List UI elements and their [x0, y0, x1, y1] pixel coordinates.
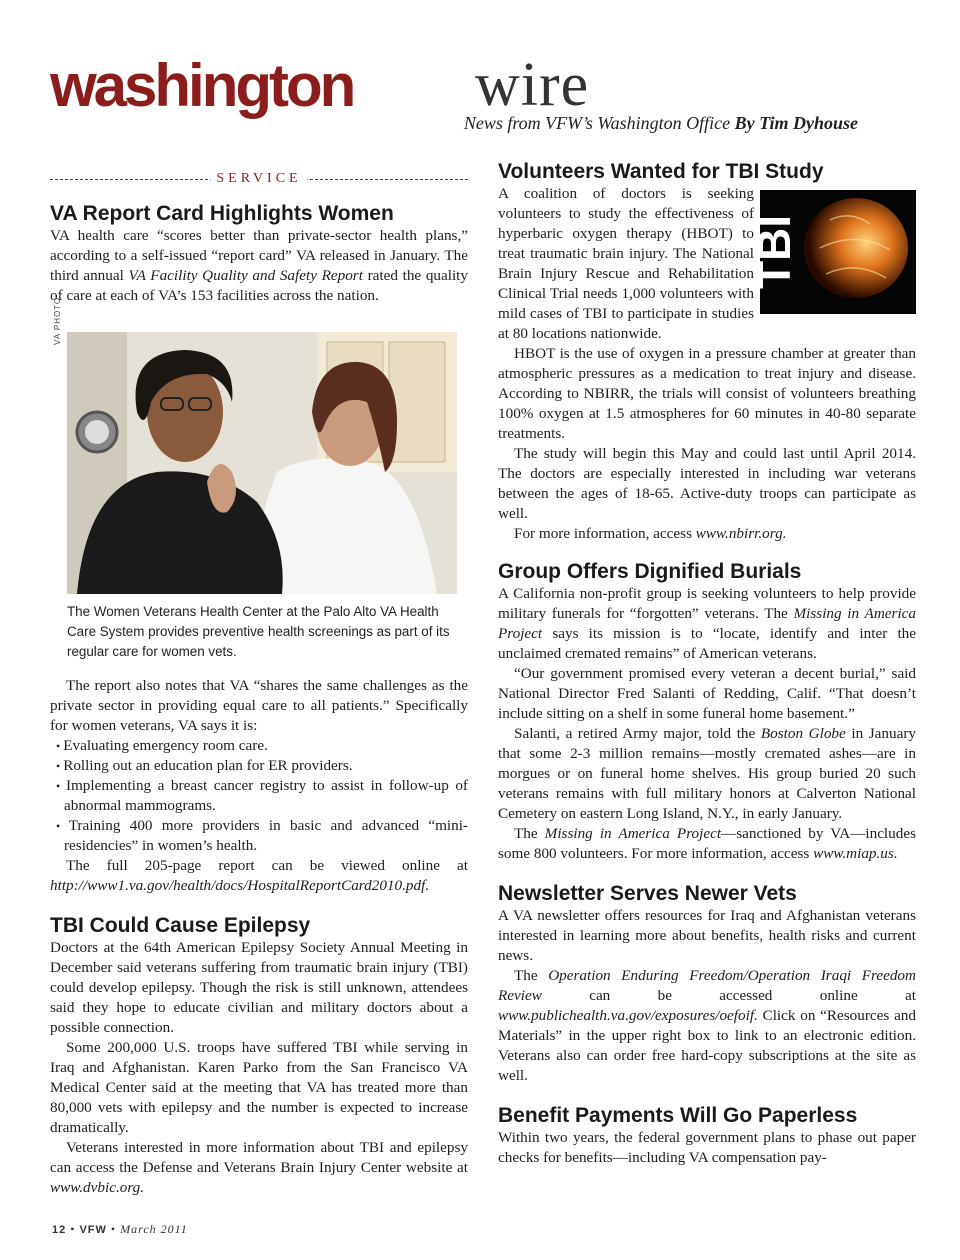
article-paragraph — [498, 966, 916, 1086]
list-item: • Implementing a breast cancer registry to assist in follow-up of abnormal mammograms. — [54, 776, 468, 816]
article-paragraph: The study will begin this May and could last until April 2014. The doctors are especially interested in including war veterans between the ages of 18-65. Active-duty troops can participate as well. — [498, 445, 916, 522]
publichealth-url-link[interactable]: www.publichealth.va.gov/exposures/oefoif. — [498, 1007, 758, 1024]
photo-illustration — [67, 332, 457, 594]
article-paragraph — [50, 1138, 468, 1198]
footer-separator: • — [110, 1222, 117, 1236]
text-run: can be accessed online at — [541, 987, 916, 1004]
page-footer — [52, 1222, 188, 1237]
tbi-image-label: TBI — [748, 214, 800, 290]
text-run: rated the quality of care at each of VA’s 153 facilities across the nation. — [50, 267, 468, 304]
section-label: SERVICE — [210, 168, 307, 190]
photo-caption: The Women Veterans Health Center at the Palo Alto VA Health Care System provides preventive health screenings as part of its regular care for women vets. — [67, 604, 450, 659]
byline: By Tim Dyhouse — [734, 113, 858, 133]
left-column — [50, 160, 468, 1198]
masthead-title-wire: wire — [475, 51, 590, 119]
article-paragraph — [498, 724, 916, 824]
article-headline-tbi-epilepsy: TBI Could Cause Epilepsy — [50, 914, 311, 937]
masthead — [50, 51, 870, 119]
text-run: The — [514, 967, 549, 984]
article-paragraph — [498, 524, 916, 544]
article-headline-newsletter: Newsletter Serves Newer Vets — [498, 882, 797, 905]
text-run: Click on “Resources and Materials” in the upper right box to link to an electronic edition. Veterans also can order free hard-copy subscriptions at the site as well. — [498, 1007, 916, 1084]
miap-url-link[interactable]: www.miap.us. — [813, 845, 898, 862]
text-run: A California non-profit group is seeking volunteers to help provide military funerals for “forgotten” veterans. The — [498, 585, 916, 622]
photo-women-veterans-exam — [67, 332, 457, 594]
list-item: • Evaluating emergency room care. — [54, 736, 468, 756]
article-headline-tbi-study: Volunteers Wanted for TBI Study — [498, 160, 824, 183]
text-run: —sanctioned by VA—includes some 800 volunteers. For more information, access — [498, 825, 916, 862]
photo-credit: VA PHOTO — [53, 296, 62, 345]
article-paragraph — [498, 824, 916, 864]
article-paragraph — [498, 584, 916, 664]
text-run: The — [514, 825, 545, 842]
masthead-tagline — [464, 113, 858, 134]
newspaper-name-italic: Boston Globe — [760, 725, 846, 742]
article-paragraph: Some 200,000 U.S. troops have suffered TBI while serving in Iraq and Afghanistan. Karen Parko from the San Francisco VA Medical Center said at the meeting that VA has treated more than 80,000 vets with epilepsy and the number is expected to increase dramatically. — [50, 1039, 468, 1136]
text-run: says its mission is to “locate, identify and inter the unclaimed cremated remains” of American veterans. — [498, 625, 916, 662]
article-paragraph: HBOT is the use of oxygen in a pressure chamber at greater than atmospheric pressures as a medication to treat injury and disease. According to NBIRR, the trials will consist of volunteers breathing 100% oxygen at 1.5 atmospheres for 60 minutes in 40-80 separate treatments. — [498, 345, 916, 442]
section-header — [50, 168, 468, 196]
bullet-list — [50, 736, 468, 856]
tbi-brain-image — [748, 190, 916, 314]
article-paragraph: Doctors at the 64th American Epilepsy Society Annual Meeting in December said veterans suffering from traumatic brain injury (TBI) could develop epilepsy. Though the risk is still unknown, attendees said they hope to educate civilian and military doctors about a possible connection. — [50, 939, 468, 1036]
text-run: Veterans interested in more information about TBI and epilepsy can access the Defense and Veterans Brain Injury Center website at — [50, 1139, 468, 1176]
article-paragraph: “Our government promised every veteran a decent burial,” said National Director Fred Salanti of Redding, Calif. “That doesn’t include sitting on a shelf in some funeral home basement.” — [498, 665, 916, 722]
article-paragraph: Within two years, the federal government plans to phase out paper checks for benefits—including VA compensation pay- — [498, 1129, 916, 1166]
page-number: 12 — [52, 1224, 67, 1236]
article-paragraph — [50, 226, 468, 306]
article-headline-paperless: Benefit Payments Will Go Paperless — [498, 1104, 858, 1127]
dvbic-url-link[interactable]: www.dvbic.org. — [50, 1179, 145, 1196]
footer-separator: • — [70, 1222, 76, 1236]
report-url-link[interactable]: http://www1.va.gov/health/docs/HospitalReportCard2010.pdf. — [50, 877, 430, 894]
right-column — [498, 160, 916, 1168]
masthead-title-washington: washington — [50, 52, 354, 119]
article-paragraph — [50, 856, 468, 896]
newsletter-title-italic: Operation Enduring Freedom/Operation Iraqi Freedom Review — [498, 967, 916, 1004]
article-paragraph: A coalition of doctors is seeking volunteers to study the effectiveness of hyperbaric oxygen therapy (HBOT) to treat traumatic brain injury. The National Brain Injury Rescue and Rehabilitation Clinical Trial needs 1,000 volunteers with mild cases of TBI to participate in studies at 80 locations nationwide. — [498, 185, 754, 342]
article-paragraph: A VA newsletter offers resources for Iraq and Afghanistan veterans interested in learning more about benefits, health risks and current news. — [498, 907, 916, 964]
tbi-brain-graphic — [748, 190, 916, 314]
issue-date: March 2011 — [120, 1222, 188, 1236]
tagline-text: News from VFW’s Washington Office — [463, 113, 731, 133]
nbirr-url-link[interactable]: www.nbirr.org. — [695, 525, 787, 542]
project-name-italic: Missing in America Project — [498, 605, 916, 642]
report-title-italic: VA Facility Quality and Safety Report — [128, 267, 363, 284]
text-run: VA health care “scores better than private-sector health plans,” according to a self-issued “report card” VA released in January. The third annual — [50, 227, 468, 284]
article-paragraph: The report also notes that VA “shares the same challenges as the private sector in providing equal care to all patients.” Specifically for women veterans, VA says it is: — [50, 677, 468, 734]
text-run: The full 205-page report can be viewed online at — [66, 857, 468, 874]
text-run: For more information, access — [514, 525, 696, 542]
article-headline-va-report-card: VA Report Card Highlights Women — [50, 202, 394, 225]
magazine-name: VFW — [79, 1224, 107, 1236]
text-run: in January that some 2-3 million remains—mostly cremated ashes—are in morgues or on funeral home shelves. His group buried 20 such veterans remains with full military honors at Calverton National Cemetery on eastern Long Island, N.Y., in early January. — [498, 725, 917, 822]
text-run: Salanti, a retired Army major, told the — [514, 725, 761, 742]
list-item: • Rolling out an education plan for ER providers. — [54, 756, 468, 776]
project-name-italic: Missing in America Project — [544, 825, 722, 842]
list-item: • Training 400 more providers in basic and advanced “mini-residencies” in women’s health. — [54, 816, 468, 856]
article-headline-dignified-burials: Group Offers Dignified Burials — [498, 560, 802, 583]
